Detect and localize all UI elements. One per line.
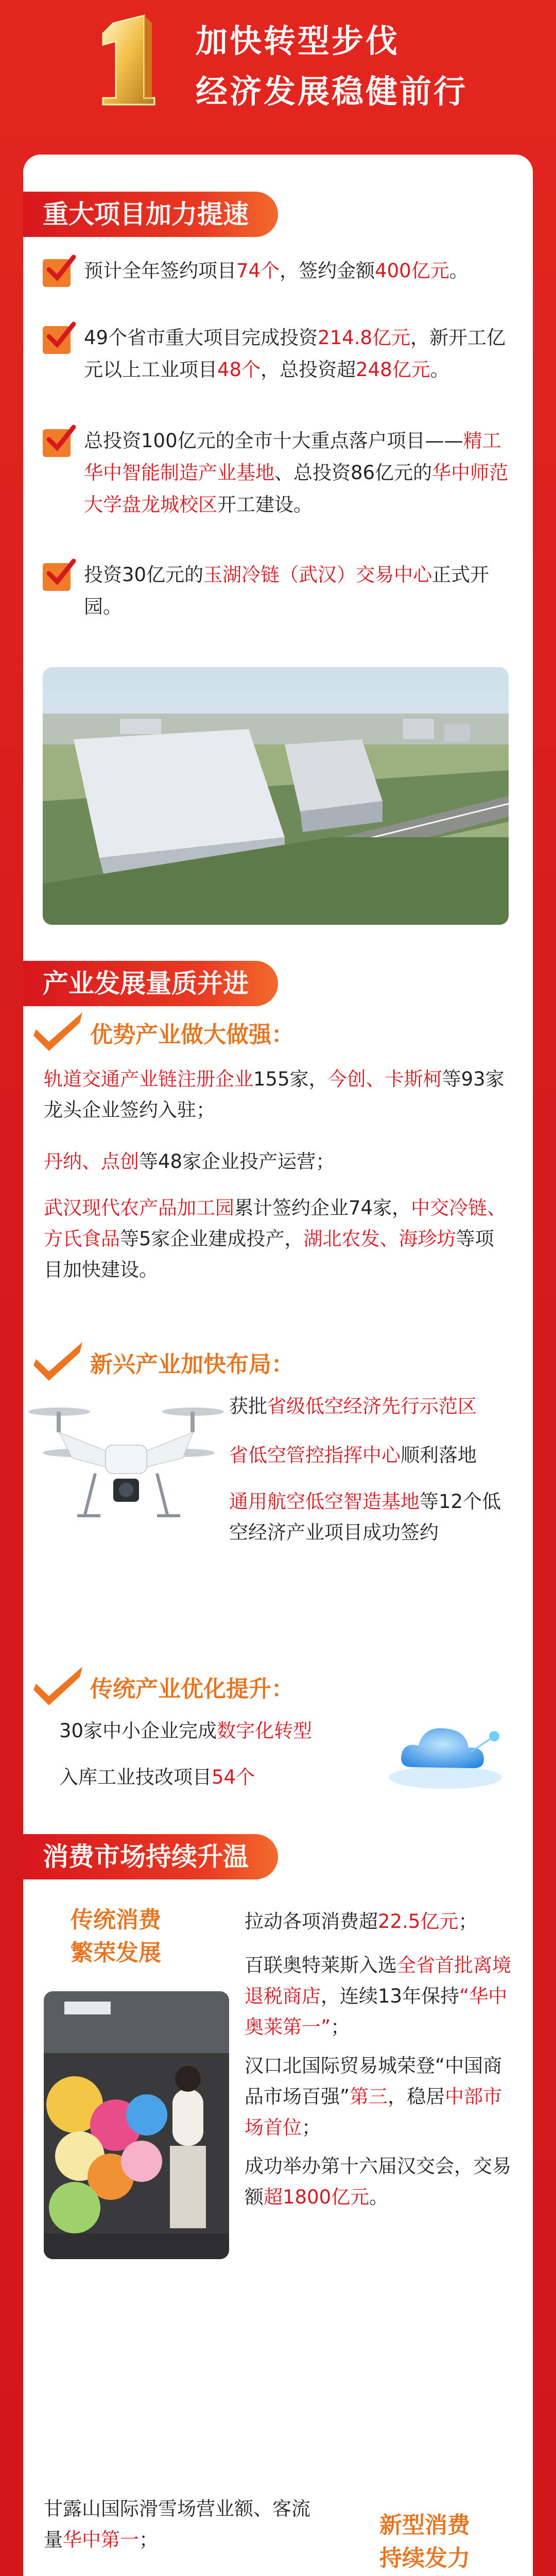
highlight-text: 400亿元 bbox=[375, 260, 449, 282]
text-segment: 等48家企业投产运营； bbox=[139, 1150, 335, 1173]
drone-image bbox=[28, 1381, 224, 1546]
text-segment: 投资30亿元的 bbox=[84, 564, 204, 586]
label-line: 持续发力 bbox=[379, 2545, 470, 2571]
text-segment: ，签约金额 bbox=[280, 260, 375, 282]
industry-paragraph bbox=[44, 1193, 507, 1285]
highlight-text: 74个 bbox=[236, 260, 280, 282]
text-segment: 开工建设。 bbox=[217, 494, 312, 516]
text-segment: 。 bbox=[449, 260, 468, 282]
header-title-line1: 加快转型步伐 bbox=[196, 22, 400, 60]
text-segment: ； bbox=[458, 1910, 478, 1933]
consumption-paragraph bbox=[245, 1950, 512, 2043]
highlight-text: 玉湖冷链（武汉）交易中心 bbox=[203, 564, 432, 586]
label-line: 新型消费 bbox=[379, 2512, 470, 2538]
emerging-industry-line bbox=[229, 1440, 515, 1471]
highlight-text: 第三 bbox=[350, 2086, 388, 2108]
highlight-text: 中交冷链、方氏食品 bbox=[44, 1197, 507, 1250]
orange-check-icon bbox=[33, 1340, 85, 1381]
text-segment: 顺利落地 bbox=[401, 1444, 477, 1466]
highlight-text: 全省首批离境退税商店 bbox=[245, 1954, 511, 2007]
highlight-text: 54个 bbox=[212, 1766, 255, 1788]
content-panel bbox=[23, 155, 533, 2576]
header bbox=[0, 0, 556, 134]
consumption-paragraph bbox=[245, 2050, 512, 2143]
flower-shop-photo bbox=[44, 1991, 229, 2259]
text-segment: 总投资100亿元的全市十大重点落户项目—— bbox=[84, 430, 463, 452]
subheading-label: 优势产业做大做强： bbox=[90, 1022, 294, 1048]
text-segment: ，稳居 bbox=[388, 2086, 445, 2108]
text-segment: 甘露山国际滑雪场营业额、客流量 bbox=[44, 2498, 310, 2551]
text-segment: 等5家企业建成投产， bbox=[120, 1228, 304, 1250]
emerging-industry-line bbox=[229, 1486, 515, 1548]
highlight-text: 省级低空经济先行示范区 bbox=[267, 1395, 477, 1417]
text-segment: 预计全年签约项目 bbox=[84, 260, 236, 282]
subheading-label: 传统产业优化提升： bbox=[90, 1676, 294, 1702]
bullet-text bbox=[84, 559, 516, 623]
traditional-industry-line bbox=[59, 1762, 378, 1793]
text-segment: ； bbox=[302, 2116, 321, 2139]
checkbox-icon bbox=[43, 429, 71, 457]
orange-check-icon bbox=[33, 1664, 85, 1705]
label-line: 传统消费 bbox=[71, 1907, 161, 1933]
text-segment: 正式开园。 bbox=[84, 564, 490, 618]
highlight-text: 中部市场首位 bbox=[245, 2086, 502, 2139]
section-banner-industry: 产业发展量质并进 bbox=[23, 961, 278, 1006]
text-segment: 汉口北国际贸易城荣登“中国商品市场百强” bbox=[245, 2055, 502, 2108]
factory-aerial-photo bbox=[43, 667, 509, 925]
section-banner-consumption: 消费市场持续升温 bbox=[23, 1834, 278, 1879]
highlight-text: 今创、卡斯柯 bbox=[327, 1068, 442, 1090]
checkbox-icon bbox=[43, 259, 71, 287]
highlight-text: 22.5亿元 bbox=[378, 1910, 459, 1933]
industry-paragraph bbox=[44, 1064, 507, 1126]
highlight-text: 超1800亿元 bbox=[264, 2186, 370, 2208]
header-title-line2: 经济发展稳健前行 bbox=[196, 73, 468, 110]
subheading-label: 新兴产业加快布局： bbox=[90, 1351, 294, 1378]
highlight-text: 248亿元 bbox=[356, 359, 430, 381]
highlight-text: 48个 bbox=[217, 359, 261, 381]
highlight-text: 华中师范大学盘龙城校区 bbox=[84, 462, 509, 516]
checkbox-icon bbox=[43, 563, 71, 591]
consumption-paragraph bbox=[245, 1906, 512, 1937]
text-segment: 获批 bbox=[229, 1395, 267, 1417]
highlight-text: 省低空管控指挥中心 bbox=[229, 1444, 401, 1466]
new-consumption-paragraph bbox=[44, 2494, 327, 2555]
text-segment: 30家中小企业完成 bbox=[59, 1720, 217, 1742]
text-segment: 拉动各项消费超 bbox=[245, 1910, 378, 1933]
label-new-consumption bbox=[348, 2509, 502, 2575]
text-segment: 百联奥特莱斯入选 bbox=[245, 1954, 397, 1976]
label-line: 繁荣发展 bbox=[71, 1940, 161, 1966]
highlight-text: 通用航空低空智造基地 bbox=[229, 1490, 420, 1513]
text-segment: 入库工业技改项目 bbox=[59, 1766, 212, 1788]
highlight-text: 轨道交通产业链注册企业 bbox=[44, 1068, 253, 1090]
orange-check-icon bbox=[33, 1010, 85, 1051]
text-segment: 155家， bbox=[253, 1068, 328, 1090]
cloud-computing-icon bbox=[384, 1705, 512, 1793]
text-segment: 、总投资86亿元的 bbox=[274, 462, 432, 484]
bullet-text bbox=[84, 255, 516, 287]
emerging-industry-line bbox=[229, 1391, 515, 1422]
text-segment: 等12个低空经济产业项目成功签约 bbox=[229, 1490, 501, 1544]
text-segment: 。 bbox=[430, 359, 449, 381]
text-segment: ，新开工亿元以上工业项目 bbox=[84, 327, 506, 381]
consumption-paragraph bbox=[245, 2151, 512, 2213]
bullet-text bbox=[84, 425, 516, 521]
section-banner-projects: 重大项目加力提速 bbox=[23, 192, 278, 237]
label-traditional-consumption bbox=[44, 1904, 188, 1970]
highlight-text: 华中第一 bbox=[63, 2529, 139, 2551]
number-one-badge bbox=[95, 13, 160, 106]
text-segment: ； bbox=[331, 2016, 350, 2038]
industry-paragraph bbox=[44, 1146, 507, 1177]
text-segment: 。 bbox=[369, 2186, 389, 2208]
highlight-text: 精工华中智能制造产业基地 bbox=[84, 430, 501, 484]
text-segment: 49个省市重大项目完成投资 bbox=[84, 327, 318, 349]
traditional-industry-line bbox=[59, 1716, 378, 1747]
highlight-text: “华中奥莱第一” bbox=[245, 1985, 508, 2038]
highlight-text: 湖北农发、海珍坊 bbox=[303, 1228, 456, 1250]
text-segment: ； bbox=[139, 2529, 158, 2551]
text-segment: 等93家龙头企业签约入驻； bbox=[44, 1068, 505, 1121]
text-segment: 成功举办第十六届汉交会，交易额 bbox=[245, 2155, 511, 2208]
highlight-text: 丹纳、点创 bbox=[44, 1150, 139, 1173]
text-segment: 累计签约企业74家， bbox=[234, 1197, 411, 1219]
highlight-text: 武汉现代农产品加工园 bbox=[44, 1197, 234, 1219]
checkbox-icon bbox=[43, 326, 71, 354]
text-segment: 等项目加快建设。 bbox=[44, 1228, 494, 1281]
highlight-text: 数字化转型 bbox=[217, 1720, 312, 1742]
text-segment: ，总投资超 bbox=[260, 359, 356, 381]
text-segment: ，连续13年保持 bbox=[321, 1985, 460, 2007]
highlight-text: 214.8亿元 bbox=[318, 327, 411, 349]
bullet-text bbox=[84, 322, 516, 386]
